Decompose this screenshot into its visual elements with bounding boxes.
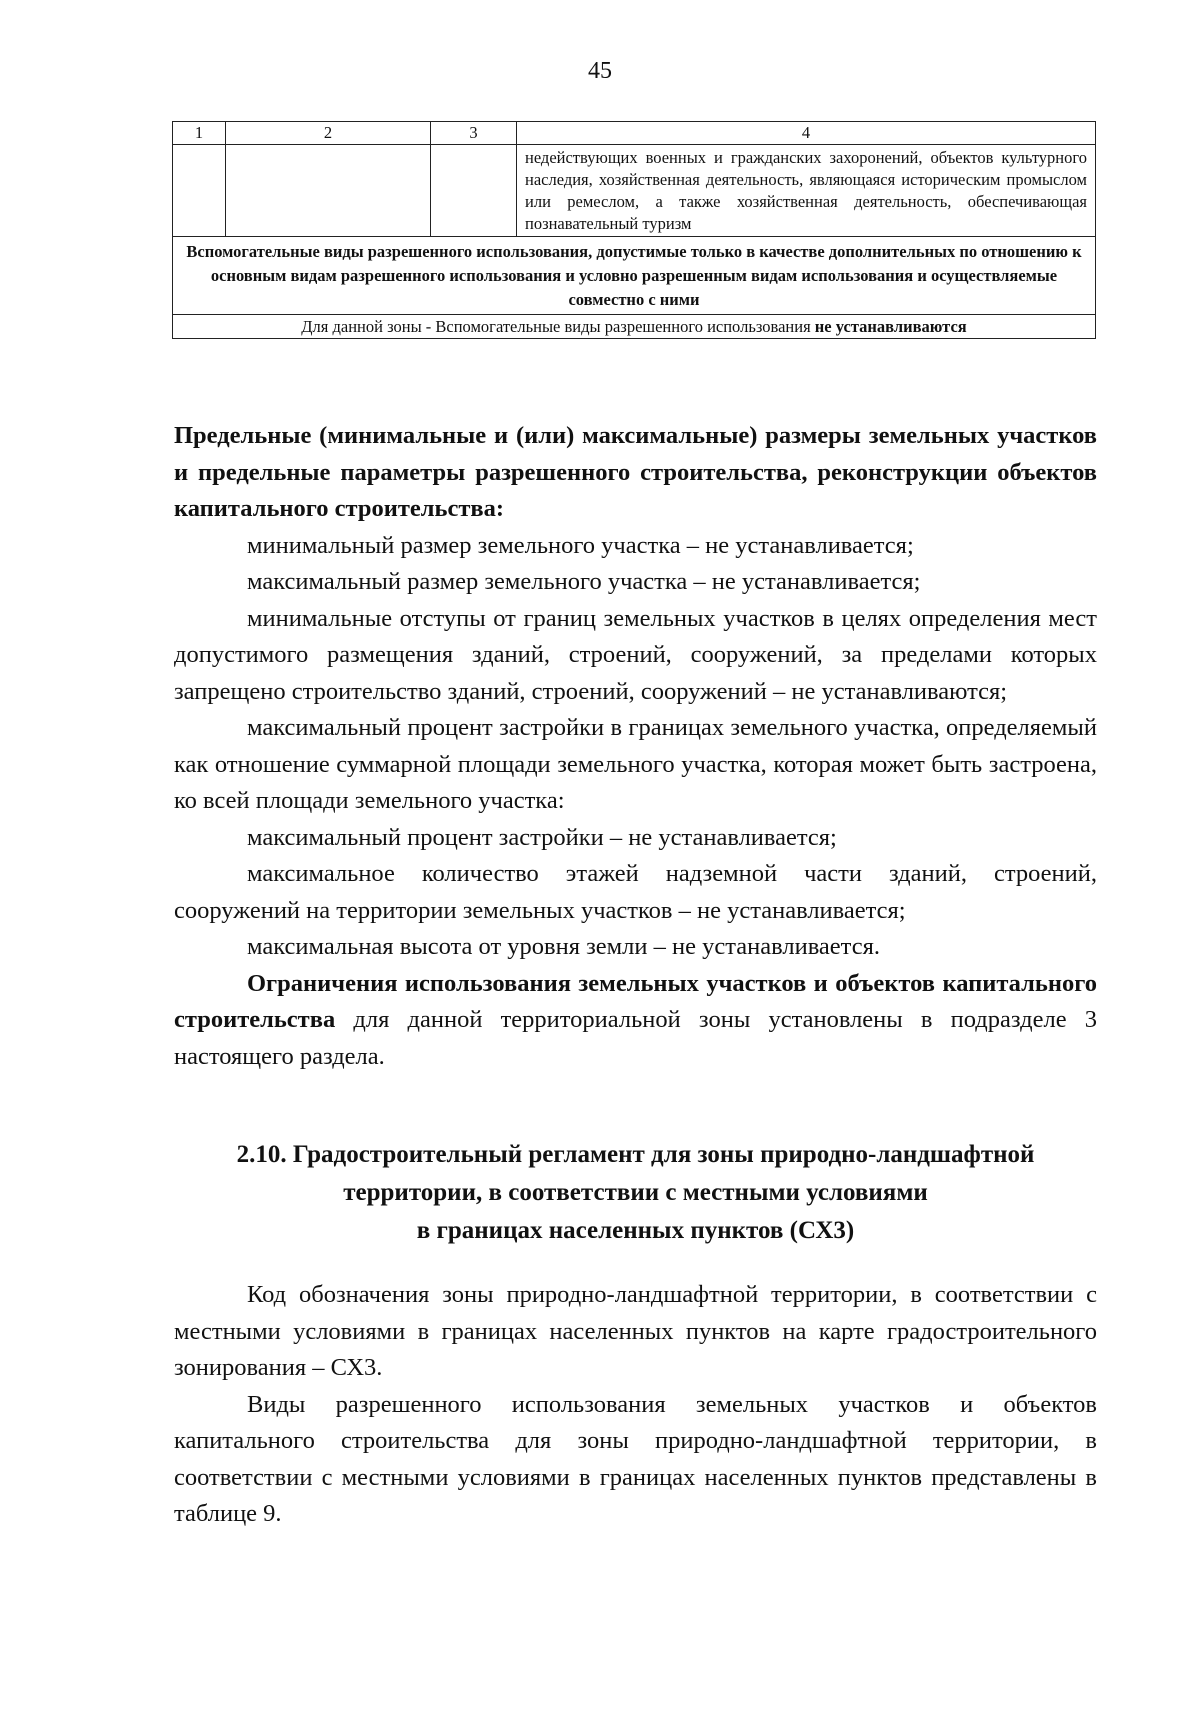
table-row <box>173 145 1096 237</box>
limit-item: максимальный размер земельного участка – не устанавливается; <box>247 568 921 595</box>
restrictions-paragraph <box>174 966 1097 1076</box>
table-row-aux-heading <box>173 237 1096 315</box>
zone-code-paragraph: Код обозначения зоны природно-ландшафтной территории, в соответствии с местными условиями в границах населенных пунктов на карте градостроительного зонирования – СХ3. <box>174 1281 1097 1381</box>
aux-note-bold-text: не устанавливаются <box>814 317 967 336</box>
restrictions-text: для данной территориальной зоны установлены в подразделе 3 настоящего раздела. <box>174 1006 1097 1070</box>
page-number: 45 <box>588 58 612 84</box>
table-cell-empty <box>431 145 517 237</box>
aux-usage-heading: Вспомогательные виды разрешенного использования, допустимые только в качестве дополнительных по отношению к основным видам разрешенного использования и условно разрешенным видам использования и осуществляемые совместно с ними <box>173 237 1096 315</box>
limit-item: максимальный процент застройки – не устанавливается; <box>247 823 837 851</box>
limit-item: минимальный размер земельного участка – не устанавливается; <box>247 531 914 559</box>
section-heading <box>174 1136 1097 1250</box>
limit-item: максимальный процент застройки в границах земельного участка, определяемый как отношение суммарной площади земельного участка, которая может быть застроена, ко всей площади земельного участка: <box>174 714 1097 814</box>
restrictions-bold: Ограничения использования земельных участков и объектов капитального строительства <box>174 969 1097 1033</box>
limit-item: максимальная высота от уровня земли – не устанавливается. <box>247 933 880 960</box>
table-cell-empty <box>226 145 431 237</box>
section-heading-line: территории, в соответствии с местными условиями <box>343 1179 928 1206</box>
table-header-cell: 1 <box>173 122 226 145</box>
limit-item: минимальные отступы от границ земельных участков в целях определения мест допустимого размещения зданий, строений, сооружений, за пределами которых запрещено строительство зданий, строений, сооружений – не устанавливаются; <box>174 604 1097 705</box>
aux-usage-note <box>173 315 1096 339</box>
table-header-cell: 3 <box>431 122 517 145</box>
table-cell-usage-text: недействующих военных и гражданских захоронений, объектов культурного наследия, хозяйственная деятельность, являющаяся историческим промыслом или ремеслом, а также хозяйственная деятельность, обеспечивающая познавательный туризм <box>517 145 1096 237</box>
table-header-cell: 4 <box>517 122 1096 145</box>
table-header-row <box>173 122 1096 145</box>
usage-table <box>172 121 1096 339</box>
table-cell-empty <box>173 145 226 237</box>
aux-note-text: Для данной зоны - Вспомогательные виды разрешенного использования <box>301 317 815 336</box>
limit-item: максимальное количество этажей надземной части зданий, строений, сооружений на территории земельных участков – не устанавливается; <box>174 860 1097 924</box>
section-heading-line: 2.10. Градостроительный регламент для зоны природно-ландшафтной <box>236 1141 1035 1168</box>
limits-section <box>174 418 1097 1075</box>
table-row-aux-note <box>173 315 1096 339</box>
limits-heading: Предельные (минимальные и (или) максимальные) размеры земельных участков и предельные параметры разрешенного строительства, реконструкции объектов капитального строительства: <box>174 422 1097 522</box>
zone-usage-paragraph: Виды разрешенного использования земельных участков и объектов капитального строительства для зоны природно-ландшафтной территории, в соответствии с местными условиями в границах населенных пунктов представлены в таблице 9. <box>174 1390 1097 1527</box>
table-header-cell: 2 <box>226 122 431 145</box>
zone-section <box>174 1277 1097 1533</box>
section-heading-line: в границах населенных пунктов (СХ3) <box>416 1217 855 1244</box>
